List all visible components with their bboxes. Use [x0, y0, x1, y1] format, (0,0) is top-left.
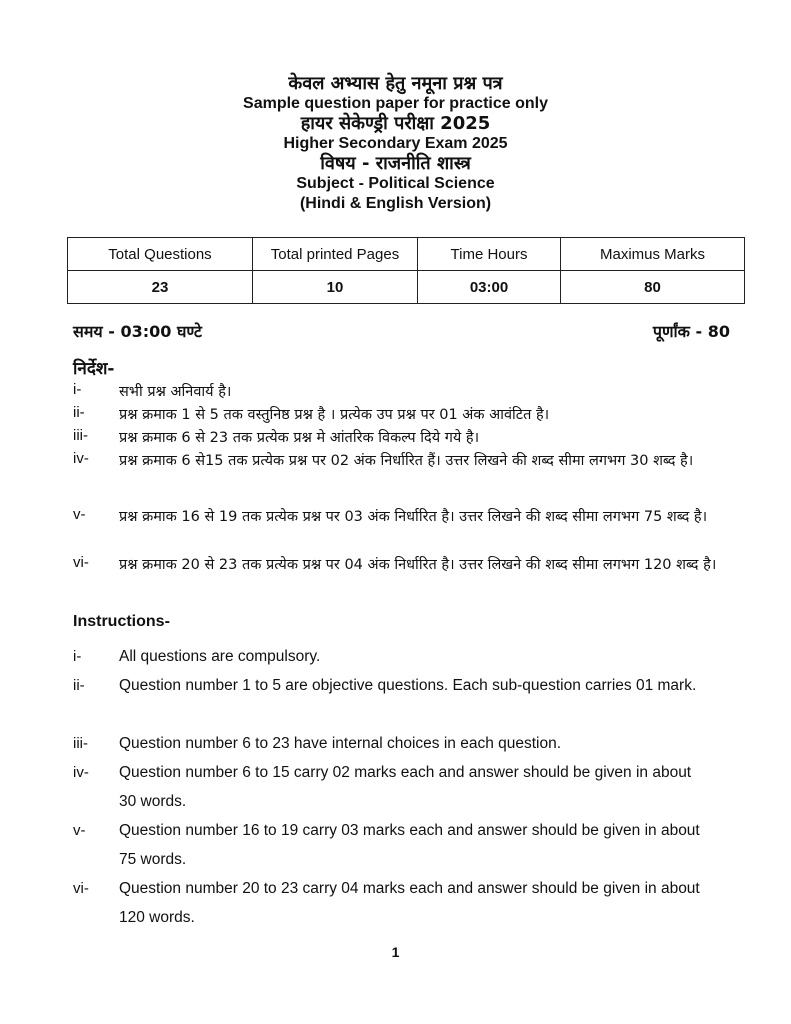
full-marks-label: पूर्णांक - 80	[652, 322, 730, 341]
value-maximum-marks: 80	[561, 271, 745, 304]
exam-info-table	[67, 237, 745, 304]
table-value-row	[68, 271, 745, 304]
item-number: i-	[73, 648, 82, 665]
item-number: v-	[73, 822, 86, 839]
item-number: v-	[73, 506, 86, 523]
value-total-pages: 10	[253, 271, 418, 304]
item-text: प्रश्न क्रमाक 16 से 19 तक प्रत्येक प्रश्न पर 03 अंक निर्धारित है। उत्तर लिखने की शब्द सीमा लगभग 75 शब्द है।	[119, 509, 708, 525]
item-text: Question number 1 to 5 are objective questions. Each sub-question carries 01 mark.	[119, 677, 697, 694]
hindi-title: केवल अभ्यास हेतु नमूना प्रश्न पत्र	[288, 73, 503, 94]
header-time-hours: Time Hours	[418, 238, 561, 271]
value-total-questions: 23	[68, 271, 253, 304]
table-header-row	[68, 238, 745, 271]
version-note: (Hindi & English Version)	[299, 195, 492, 212]
item-text: Question number 6 to 15 carry 02 marks each and answer should be given in about 30 words.	[119, 764, 692, 810]
item-text: प्रश्न क्रमाक 1 से 5 तक वस्तुनिष्ठ प्रश्न है । प्रत्येक उप प्रश्न पर 01 अंक आवंटित है।	[119, 407, 550, 423]
header-maximum-marks: Maximus Marks	[561, 238, 745, 271]
hindi-subject: विषय - राजनीति शास्त्र	[320, 153, 471, 174]
item-text: प्रश्न क्रमाक 20 से 23 तक प्रत्येक प्रश्न पर 04 अंक निर्धारित है। उत्तर लिखने की शब्द सीमा लगभग 120 शब्द है।	[119, 557, 717, 573]
item-text: प्रश्न क्रमाक 6 से 23 तक प्रत्येक प्रश्न मे आंतरिक विकल्प दिये गये है।	[119, 430, 480, 446]
item-text: Question number 20 to 23 carry 04 marks each and answer should be given in about 120 words.	[119, 880, 700, 926]
item-text: All questions are compulsory.	[119, 648, 321, 665]
page-number: 1	[391, 944, 400, 960]
item-number: vi-	[73, 554, 89, 571]
item-text: प्रश्न क्रमाक 6 से15 तक प्रत्येक प्रश्न पर 02 अंक निर्धारित हैं। उत्तर लिखने की शब्द सीमा लगभग 30 शब्द है।	[119, 453, 694, 469]
item-text: Question number 16 to 19 carry 03 marks each and answer should be given in about 75 words.	[119, 822, 700, 868]
document-header	[0, 74, 791, 214]
header-total-questions: Total Questions	[68, 238, 253, 271]
item-number: iii-	[73, 735, 88, 752]
item-number: iii-	[73, 427, 88, 444]
hindi-exam-title: हायर सेकेण्ड्री परीक्षा 2025	[300, 113, 491, 134]
english-instructions-heading: Instructions-	[73, 613, 170, 630]
header-total-pages: Total printed Pages	[253, 238, 418, 271]
value-time-hours: 03:00	[418, 271, 561, 304]
item-number: iv-	[73, 764, 89, 781]
hindi-instructions-heading: निर्देश-	[73, 359, 115, 379]
item-number: ii-	[73, 677, 85, 694]
item-text: Question number 6 to 23 have internal choices in each question.	[119, 735, 562, 752]
item-number: iv-	[73, 450, 89, 467]
english-exam-title: Higher Secondary Exam 2025	[283, 135, 508, 152]
item-number: vi-	[73, 880, 89, 897]
english-title: Sample question paper for practice only	[243, 95, 548, 112]
english-subject: Subject - Political Science	[296, 175, 495, 192]
item-number: i-	[73, 381, 82, 398]
item-number: ii-	[73, 404, 85, 421]
item-text: सभी प्रश्न अनिवार्य है।	[119, 384, 232, 400]
time-label: समय - 03:00 घण्टे	[73, 322, 202, 341]
